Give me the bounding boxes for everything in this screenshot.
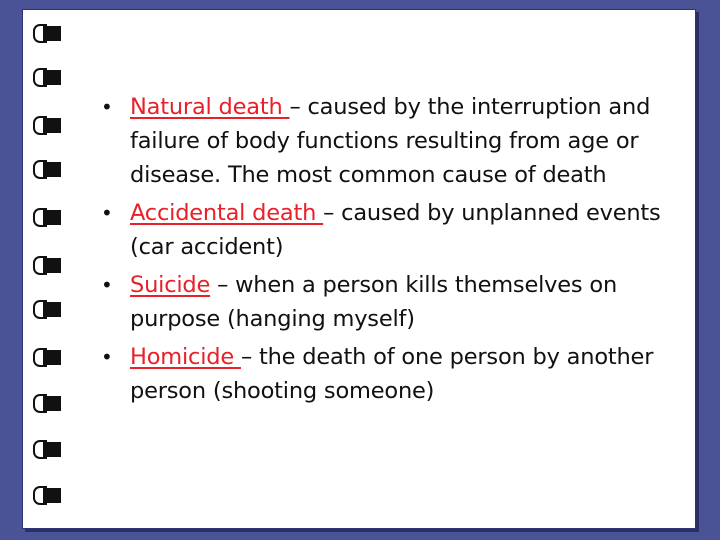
bullet-dot: • [101,201,113,225]
binder-ring [33,302,59,317]
notebook-page [22,9,696,529]
binder-ring [33,258,59,273]
bullet-dot: • [101,95,113,119]
binder-ring [33,26,59,41]
definition-accidental-death: – caused by unplanned events (car accident) [130,200,661,260]
bullet-dot: • [101,345,113,369]
binder-ring [33,396,59,411]
bullet-accidental-death [101,196,701,264]
bullet-dot: • [101,273,113,297]
bullet-natural-death [101,90,701,192]
definition-natural-death: – caused by the interruption and failure of body functions resulting from age or disease. The most common cause of death [130,94,651,188]
binder-ring [33,210,59,225]
definition-suicide: – when a person kills themselves on purpose (hanging myself) [130,272,618,332]
bullet-list [101,90,701,408]
binder-ring [33,70,59,85]
binder-ring [33,162,59,177]
definition-homicide: – the death of one person by another person (shooting someone) [130,344,654,404]
binder-ring [33,118,59,133]
bullet-homicide [101,340,701,408]
binder-ring [33,350,59,365]
binder-ring [33,442,59,457]
term-suicide: Suicide [130,272,211,298]
term-natural-death: Natural death [130,94,290,120]
term-accidental-death: Accidental death [130,200,324,226]
bullet-suicide [101,268,701,336]
binder-ring [33,488,59,503]
term-homicide: Homicide [130,344,241,370]
